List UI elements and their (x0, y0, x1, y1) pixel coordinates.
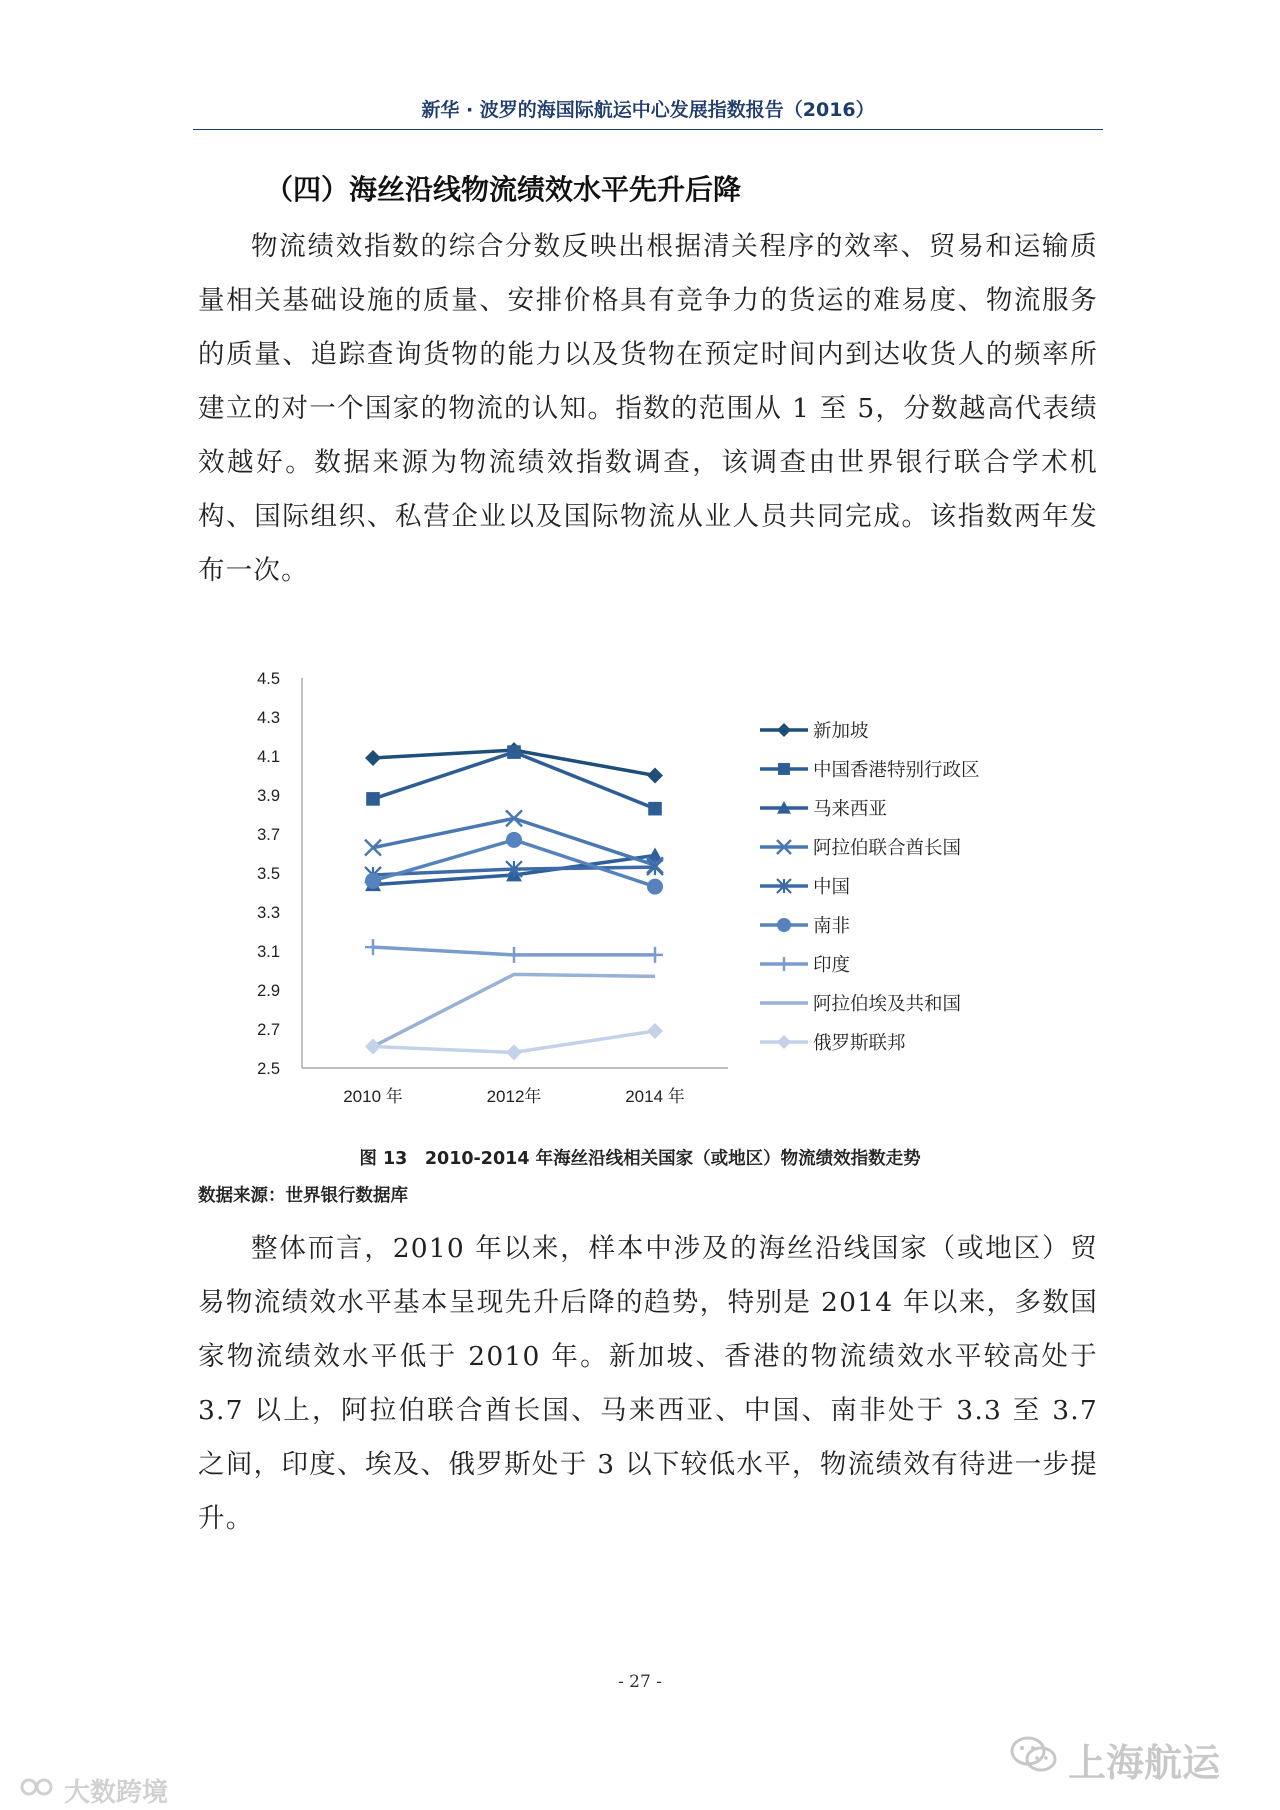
watermark-shanghai-shipping (1010, 1732, 1220, 1787)
data-point (507, 745, 521, 759)
logistics-chart (230, 660, 1030, 1130)
legend-label: 印度 (813, 955, 851, 976)
legend-marker (777, 918, 791, 932)
data-point (647, 1023, 663, 1039)
data-point (365, 939, 381, 955)
figure-caption: 图 13 2010-2014 年海丝沿线相关国家（或地区）物流绩效指数走势 (359, 1149, 921, 1169)
y-tick-label: 3.9 (257, 787, 280, 805)
y-tick-label: 3.1 (257, 943, 280, 961)
y-tick-label: 2.5 (257, 1060, 280, 1078)
y-tick-label: 2.7 (257, 1021, 280, 1039)
y-tick-label: 3.5 (257, 865, 280, 883)
report-header: 新华 · 波罗的海国际航运中心发展指数报告（2016） (193, 93, 1103, 130)
data-point (506, 1044, 522, 1060)
data-point (365, 873, 381, 889)
data-point (648, 802, 662, 816)
paragraph-summary (198, 1222, 1098, 1546)
watermark-left-text: 大数跨境 (64, 1778, 169, 1808)
section-title: （四）海丝沿线物流绩效水平先升后降 (265, 173, 742, 206)
series-line (373, 752, 655, 809)
watermark-right-text: 上海航运 (1068, 1741, 1221, 1785)
watermark-big-data (20, 1772, 168, 1809)
y-tick-label: 4.5 (257, 670, 280, 688)
paragraph-summary-text: 整体而言，2010 年以来，样本中涉及的海丝沿线国家（或地区）贸易物流绩效水平基本呈现先升后降的趋势，特别是 2014 年以来，多数国家物流绩效水平低于 2010 年。新加坡、香港的物流绩效水平较高处于 3.7 以上，阿拉伯联合酋长国、马来西亚、中国、南非处于 3.3 至 3.7 之间，印度、埃及、俄罗斯处于 3 以下较低水平，物流绩效有待进一步提升。 (198, 1233, 1098, 1534)
legend-marker (778, 763, 790, 775)
chart-svg (230, 660, 1030, 1130)
y-tick-label: 3.3 (257, 904, 280, 922)
legend-label: 新加坡 (813, 721, 869, 742)
legend-label: 中国香港特别行政区 (813, 760, 980, 781)
legend-label: 中国 (813, 877, 851, 898)
paragraph-intro-text: 物流绩效指数的综合分数反映出根据清关程序的效率、贸易和运输质量相关基础设施的质量、安排价格具有竞争力的货运的难易度、物流服务的质量、追踪查询货物的能力以及货物在预定时间内到达收货人的频率所建立的对一个国家的物流的认知。指数的范围从 1 至 5，分数越高代表绩效越好。数据来源为物流绩效指数调查，该调查由世界银行联合学术机构、国际组织、私营企业以及国际物流从业人员共同完成。该指数两年发布一次。 (198, 231, 1098, 586)
data-point (647, 768, 663, 784)
data-point (647, 947, 663, 963)
x-tick-label: 2012年 (486, 1087, 542, 1106)
legend-label: 马来西亚 (813, 799, 888, 820)
data-point (506, 947, 522, 963)
legend-marker (777, 1035, 791, 1049)
logo-icon (20, 1773, 54, 1808)
legend-marker (777, 957, 791, 971)
data-point (506, 832, 522, 848)
wechat-icon (1010, 1735, 1058, 1784)
x-tick-label: 2010 年 (343, 1087, 403, 1106)
y-tick-label: 3.7 (257, 826, 280, 844)
legend-label: 南非 (813, 916, 851, 937)
y-tick-label: 4.1 (257, 748, 280, 766)
figure-source: 数据来源：世界银行数据库 (198, 1186, 408, 1206)
data-point (365, 1039, 381, 1055)
data-point (647, 879, 663, 895)
paragraph-intro (198, 220, 1098, 598)
legend-marker (777, 723, 791, 737)
y-tick-label: 4.3 (257, 709, 280, 727)
legend-label: 阿拉伯联合酋长国 (813, 838, 962, 859)
data-point (366, 792, 380, 806)
y-tick-label: 2.9 (257, 982, 280, 1000)
page-number: - 27 - (618, 1672, 662, 1692)
legend-label: 俄罗斯联邦 (813, 1033, 906, 1054)
x-tick-label: 2014 年 (625, 1087, 685, 1106)
data-point (365, 750, 381, 766)
legend-label: 阿拉伯埃及共和国 (813, 994, 962, 1015)
